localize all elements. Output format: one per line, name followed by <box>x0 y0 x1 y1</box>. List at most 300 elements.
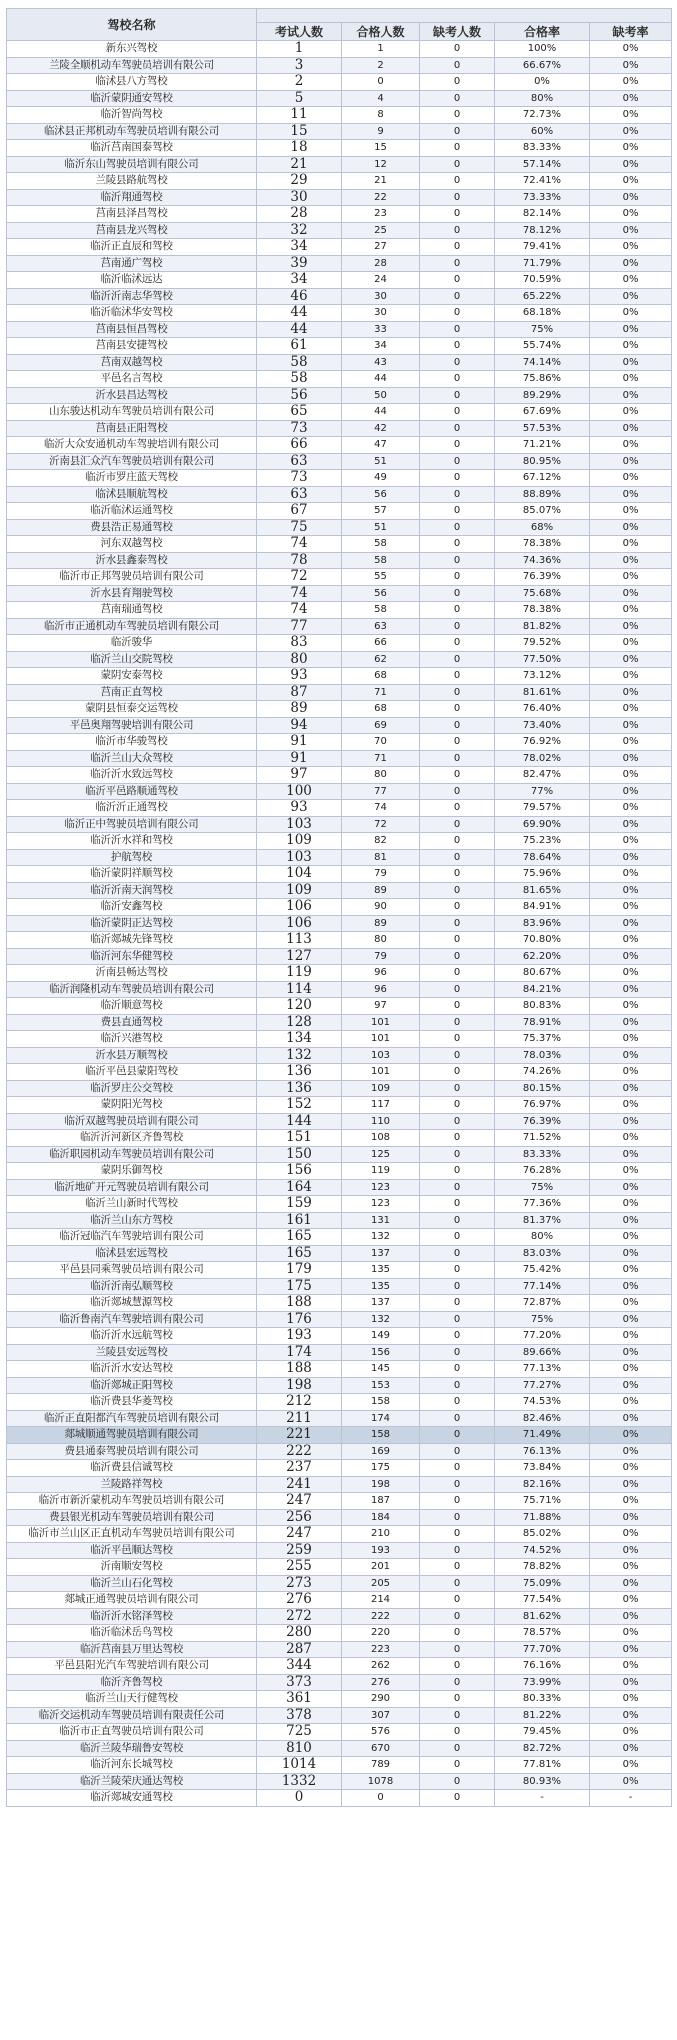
cell-pass-rate: 75% <box>495 1179 590 1196</box>
cell-absent-rate: 0% <box>590 1196 672 1213</box>
cell-absent-rate: 0% <box>590 255 672 272</box>
cell-pass-rate: 67.12% <box>495 470 590 487</box>
cell-passed: 135 <box>342 1262 420 1279</box>
cell-pass-rate: 78.03% <box>495 1047 590 1064</box>
cell-examinees: 3 <box>257 57 342 74</box>
cell-absent: 0 <box>420 750 495 767</box>
cell-absent: 0 <box>420 123 495 140</box>
cell-examinees: 87 <box>257 684 342 701</box>
cell-absent-rate: 0% <box>590 569 672 586</box>
cell-school-name: 蒙阴县恒泰交运驾校 <box>7 701 257 718</box>
table-row <box>7 1427 672 1444</box>
cell-pass-rate: 82.14% <box>495 206 590 223</box>
cell-school-name: 临沂沂水祥和驾校 <box>7 833 257 850</box>
cell-school-name: 沂水县昌达驾校 <box>7 387 257 404</box>
cell-examinees: 29 <box>257 173 342 190</box>
cell-absent-rate: 0% <box>590 1394 672 1411</box>
cell-school-name: 临沂交运机动车驾驶员培训有限责任公司 <box>7 1707 257 1724</box>
cell-absent-rate: 0% <box>590 1295 672 1312</box>
cell-absent-rate: 0% <box>590 1542 672 1559</box>
cell-absent-rate: 0% <box>590 965 672 982</box>
cell-pass-rate: 80.67% <box>495 965 590 982</box>
cell-school-name: 郯城正通驾驶员培训有限公司 <box>7 1592 257 1609</box>
cell-passed: 789 <box>342 1757 420 1774</box>
cell-absent: 0 <box>420 1674 495 1691</box>
cell-examinees: 725 <box>257 1724 342 1741</box>
cell-school-name: 临沂蒙阴祥顺驾校 <box>7 866 257 883</box>
cell-school-name: 莒南县泽昌驾校 <box>7 206 257 223</box>
cell-absent: 0 <box>420 371 495 388</box>
cell-school-name: 临沂兰山大众驾校 <box>7 750 257 767</box>
cell-school-name: 临沂临沭远达 <box>7 272 257 289</box>
cell-pass-rate: 74.53% <box>495 1394 590 1411</box>
table-row <box>7 767 672 784</box>
table-row <box>7 305 672 322</box>
cell-examinees: 103 <box>257 849 342 866</box>
cell-pass-rate: 81.82% <box>495 618 590 635</box>
cell-absent: 0 <box>420 1229 495 1246</box>
cell-absent: 0 <box>420 1080 495 1097</box>
cell-examinees: 373 <box>257 1674 342 1691</box>
cell-passed: 96 <box>342 981 420 998</box>
table-row <box>7 1097 672 1114</box>
table-row <box>7 1691 672 1708</box>
cell-examinees: 128 <box>257 1014 342 1031</box>
cell-absent: 0 <box>420 1691 495 1708</box>
cell-absent-rate: 0% <box>590 1509 672 1526</box>
table-row <box>7 1526 672 1543</box>
cell-school-name: 蒙阴安泰驾校 <box>7 668 257 685</box>
cell-passed: 97 <box>342 998 420 1015</box>
cell-school-name: 临沂市罗庄蓝天驾校 <box>7 470 257 487</box>
cell-absent-rate: 0% <box>590 519 672 536</box>
cell-examinees: 91 <box>257 750 342 767</box>
table-row <box>7 750 672 767</box>
cell-absent: 0 <box>420 354 495 371</box>
cell-absent: 0 <box>420 321 495 338</box>
cell-school-name: 临沂正直辰和驾校 <box>7 239 257 256</box>
cell-absent: 0 <box>420 1658 495 1675</box>
cell-school-name: 临沂平邑路顺通驾校 <box>7 783 257 800</box>
cell-passed: 109 <box>342 1080 420 1097</box>
cell-absent-rate: 0% <box>590 305 672 322</box>
table-row <box>7 1014 672 1031</box>
table-row <box>7 1493 672 1510</box>
cell-pass-rate: 66.67% <box>495 57 590 74</box>
table-row <box>7 1509 672 1526</box>
table-row <box>7 1707 672 1724</box>
cell-absent: 0 <box>420 1493 495 1510</box>
table-row <box>7 1196 672 1213</box>
cell-passed: 80 <box>342 932 420 949</box>
cell-examinees: 287 <box>257 1641 342 1658</box>
cell-absent-rate: 0% <box>590 288 672 305</box>
table-row <box>7 404 672 421</box>
cell-school-name: 临沂市新沂蒙机动车驾驶员培训有限公司 <box>7 1493 257 1510</box>
cell-examinees: 15 <box>257 123 342 140</box>
cell-school-name: 临沂蒙阴正达驾校 <box>7 915 257 932</box>
cell-school-name: 临沂郯城慧源驾校 <box>7 1295 257 1312</box>
cell-school-name: 临沂费县华菱驾校 <box>7 1394 257 1411</box>
cell-absent-rate: 0% <box>590 387 672 404</box>
table-row <box>7 800 672 817</box>
cell-absent-rate: 0% <box>590 899 672 916</box>
cell-absent: 0 <box>420 1097 495 1114</box>
cell-pass-rate: 75.86% <box>495 371 590 388</box>
cell-passed: 96 <box>342 965 420 982</box>
cell-absent-rate: 0% <box>590 1410 672 1427</box>
cell-school-name: 临沂平邑顺达驾校 <box>7 1542 257 1559</box>
cell-school-name: 费县浩正易通驾校 <box>7 519 257 536</box>
table-row <box>7 74 672 91</box>
cell-absent-rate: 0% <box>590 1064 672 1081</box>
cell-school-name: 临沂郯城正阳驾校 <box>7 1377 257 1394</box>
cell-pass-rate: 74.36% <box>495 552 590 569</box>
cell-school-name: 费县通泰驾驶员培训有限公司 <box>7 1443 257 1460</box>
cell-passed: 30 <box>342 288 420 305</box>
cell-school-name: 临沂沂水远航驾校 <box>7 1328 257 1345</box>
cell-examinees: 103 <box>257 816 342 833</box>
cell-pass-rate: 83.03% <box>495 1245 590 1262</box>
cell-passed: 153 <box>342 1377 420 1394</box>
table-row <box>7 1229 672 1246</box>
cell-school-name: 临沂兰山新时代驾校 <box>7 1196 257 1213</box>
cell-passed: 8 <box>342 107 420 124</box>
cell-passed: 222 <box>342 1608 420 1625</box>
table-row <box>7 189 672 206</box>
cell-absent-rate: 0% <box>590 734 672 751</box>
cell-school-name: 兰陵全顺机动车驾驶员培训有限公司 <box>7 57 257 74</box>
cell-school-name: 莒南正直驾校 <box>7 684 257 701</box>
cell-school-name: 平邑名言驾校 <box>7 371 257 388</box>
cell-passed: 44 <box>342 404 420 421</box>
cell-absent: 0 <box>420 1559 495 1576</box>
cell-pass-rate: 78.02% <box>495 750 590 767</box>
cell-examinees: 78 <box>257 552 342 569</box>
cell-examinees: 2 <box>257 74 342 91</box>
cell-pass-rate: 55.74% <box>495 338 590 355</box>
cell-absent: 0 <box>420 1625 495 1642</box>
table-row <box>7 90 672 107</box>
cell-absent: 0 <box>420 1773 495 1790</box>
cell-absent-rate: 0% <box>590 1443 672 1460</box>
cell-absent-rate: 0% <box>590 107 672 124</box>
cell-passed: 25 <box>342 222 420 239</box>
cell-passed: 220 <box>342 1625 420 1642</box>
cell-passed: 0 <box>342 74 420 91</box>
cell-passed: 201 <box>342 1559 420 1576</box>
cell-passed: 307 <box>342 1707 420 1724</box>
cell-absent-rate: 0% <box>590 140 672 157</box>
table-row <box>7 156 672 173</box>
cell-passed: 131 <box>342 1212 420 1229</box>
cell-school-name: 莒南双越驾校 <box>7 354 257 371</box>
cell-pass-rate: 83.96% <box>495 915 590 932</box>
cell-pass-rate: 77.13% <box>495 1361 590 1378</box>
cell-absent: 0 <box>420 1014 495 1031</box>
cell-passed: 262 <box>342 1658 420 1675</box>
table-row <box>7 1394 672 1411</box>
cell-absent: 0 <box>420 932 495 949</box>
cell-passed: 27 <box>342 239 420 256</box>
header-school-name: 驾校名称 <box>7 9 257 41</box>
cell-examinees: 241 <box>257 1476 342 1493</box>
cell-examinees: 211 <box>257 1410 342 1427</box>
cell-passed: 21 <box>342 173 420 190</box>
cell-absent-rate: 0% <box>590 668 672 685</box>
cell-absent: 0 <box>420 651 495 668</box>
cell-pass-rate: 60% <box>495 123 590 140</box>
cell-passed: 0 <box>342 1790 420 1807</box>
cell-pass-rate: 71.88% <box>495 1509 590 1526</box>
cell-passed: 30 <box>342 305 420 322</box>
cell-pass-rate: 77.81% <box>495 1757 590 1774</box>
cell-examinees: 144 <box>257 1113 342 1130</box>
cell-absent-rate: 0% <box>590 800 672 817</box>
cell-pass-rate: 75.37% <box>495 1031 590 1048</box>
cell-absent: 0 <box>420 255 495 272</box>
cell-examinees: 1 <box>257 41 342 58</box>
cell-absent-rate: 0% <box>590 503 672 520</box>
table-row <box>7 239 672 256</box>
cell-absent: 0 <box>420 1460 495 1477</box>
cell-absent-rate: 0% <box>590 717 672 734</box>
cell-pass-rate: 82.16% <box>495 1476 590 1493</box>
cell-passed: 22 <box>342 189 420 206</box>
cell-school-name: 沂南县畅达驾校 <box>7 965 257 982</box>
cell-examinees: 151 <box>257 1130 342 1147</box>
cell-absent: 0 <box>420 173 495 190</box>
cell-pass-rate: 80.33% <box>495 1691 590 1708</box>
cell-examinees: 44 <box>257 305 342 322</box>
table-row <box>7 321 672 338</box>
cell-examinees: 361 <box>257 1691 342 1708</box>
cell-passed: 175 <box>342 1460 420 1477</box>
cell-absent-rate: 0% <box>590 1097 672 1114</box>
cell-school-name: 莒南县恒昌驾校 <box>7 321 257 338</box>
cell-absent-rate: 0% <box>590 74 672 91</box>
cell-school-name: 莒南县龙兴驾校 <box>7 222 257 239</box>
cell-passed: 156 <box>342 1344 420 1361</box>
header-spacer <box>257 9 672 23</box>
cell-absent: 0 <box>420 602 495 619</box>
cell-absent-rate: 0% <box>590 552 672 569</box>
cell-pass-rate: 73.84% <box>495 1460 590 1477</box>
cell-absent-rate: 0% <box>590 1146 672 1163</box>
table-row <box>7 701 672 718</box>
cell-absent-rate: 0% <box>590 239 672 256</box>
cell-absent: 0 <box>420 948 495 965</box>
cell-absent-rate: 0% <box>590 1559 672 1576</box>
cell-pass-rate: 78.91% <box>495 1014 590 1031</box>
cell-absent-rate: 0% <box>590 1641 672 1658</box>
cell-pass-rate: 85.07% <box>495 503 590 520</box>
header-pass-rate: 合格率 <box>495 23 590 41</box>
cell-absent: 0 <box>420 1526 495 1543</box>
cell-pass-rate: 79.52% <box>495 635 590 652</box>
cell-school-name: 临沂沂河新区齐鲁驾校 <box>7 1130 257 1147</box>
header-passed: 合格人数 <box>342 23 420 41</box>
cell-passed: 149 <box>342 1328 420 1345</box>
cell-absent-rate: 0% <box>590 437 672 454</box>
cell-examinees: 378 <box>257 1707 342 1724</box>
cell-examinees: 247 <box>257 1526 342 1543</box>
cell-absent: 0 <box>420 420 495 437</box>
table-row <box>7 1443 672 1460</box>
cell-examinees: 159 <box>257 1196 342 1213</box>
table-row <box>7 585 672 602</box>
cell-examinees: 259 <box>257 1542 342 1559</box>
cell-school-name: 费县直通驾校 <box>7 1014 257 1031</box>
table-row <box>7 1559 672 1576</box>
cell-school-name: 平邑县同乘驾驶员培训有限公司 <box>7 1262 257 1279</box>
cell-school-name: 临沂沂南天润驾校 <box>7 882 257 899</box>
table-row <box>7 998 672 1015</box>
cell-passed: 15 <box>342 140 420 157</box>
cell-absent: 0 <box>420 387 495 404</box>
cell-examinees: 174 <box>257 1344 342 1361</box>
cell-passed: 4 <box>342 90 420 107</box>
table-row <box>7 57 672 74</box>
cell-pass-rate: 73.99% <box>495 1674 590 1691</box>
cell-passed: 193 <box>342 1542 420 1559</box>
cell-absent-rate: 0% <box>590 1740 672 1757</box>
cell-school-name: 蒙阴乐御驾校 <box>7 1163 257 1180</box>
cell-absent: 0 <box>420 701 495 718</box>
cell-absent-rate: 0% <box>590 1526 672 1543</box>
cell-absent: 0 <box>420 57 495 74</box>
cell-pass-rate: 81.22% <box>495 1707 590 1724</box>
cell-absent: 0 <box>420 453 495 470</box>
cell-examinees: 58 <box>257 354 342 371</box>
cell-absent: 0 <box>420 1262 495 1279</box>
cell-examinees: 237 <box>257 1460 342 1477</box>
cell-absent: 0 <box>420 1740 495 1757</box>
cell-absent: 0 <box>420 1641 495 1658</box>
table-row <box>7 833 672 850</box>
cell-examinees: 74 <box>257 602 342 619</box>
cell-examinees: 150 <box>257 1146 342 1163</box>
cell-passed: 23 <box>342 206 420 223</box>
cell-absent-rate: 0% <box>590 420 672 437</box>
cell-passed: 42 <box>342 420 420 437</box>
cell-school-name: 临沂郯城安通驾校 <box>7 1790 257 1807</box>
cell-absent-rate: 0% <box>590 338 672 355</box>
cell-absent: 0 <box>420 140 495 157</box>
cell-absent-rate: 0% <box>590 1575 672 1592</box>
cell-school-name: 临沭县正邦机动车驾驶员培训有限公司 <box>7 123 257 140</box>
cell-examinees: 97 <box>257 767 342 784</box>
cell-passed: 670 <box>342 1740 420 1757</box>
table-row <box>7 717 672 734</box>
cell-pass-rate: 83.33% <box>495 140 590 157</box>
cell-pass-rate: 81.65% <box>495 882 590 899</box>
cell-passed: 68 <box>342 701 420 718</box>
cell-examinees: 119 <box>257 965 342 982</box>
cell-passed: 103 <box>342 1047 420 1064</box>
table-row <box>7 1361 672 1378</box>
table-body <box>7 41 672 1807</box>
cell-absent: 0 <box>420 1790 495 1807</box>
cell-absent: 0 <box>420 552 495 569</box>
cell-passed: 276 <box>342 1674 420 1691</box>
cell-passed: 70 <box>342 734 420 751</box>
cell-absent: 0 <box>420 1344 495 1361</box>
cell-absent-rate: 0% <box>590 701 672 718</box>
cell-passed: 198 <box>342 1476 420 1493</box>
cell-absent: 0 <box>420 866 495 883</box>
cell-passed: 80 <box>342 767 420 784</box>
cell-school-name: 临沂兰山东方驾校 <box>7 1212 257 1229</box>
cell-absent: 0 <box>420 1146 495 1163</box>
cell-school-name: 临沭县宏远驾校 <box>7 1245 257 1262</box>
table-row <box>7 1146 672 1163</box>
table-row <box>7 288 672 305</box>
table-row <box>7 1740 672 1757</box>
cell-examinees: 30 <box>257 189 342 206</box>
cell-examinees: 61 <box>257 338 342 355</box>
table-row <box>7 1773 672 1790</box>
cell-passed: 63 <box>342 618 420 635</box>
cell-pass-rate: 84.91% <box>495 899 590 916</box>
cell-school-name: 临沂市正直驾驶员培训有限公司 <box>7 1724 257 1741</box>
table-row <box>7 1790 672 1807</box>
cell-pass-rate: 65.22% <box>495 288 590 305</box>
cell-pass-rate: 69.90% <box>495 816 590 833</box>
table-row <box>7 866 672 883</box>
cell-school-name: 临沂临沭华安驾校 <box>7 305 257 322</box>
cell-absent: 0 <box>420 981 495 998</box>
cell-pass-rate: 85.02% <box>495 1526 590 1543</box>
cell-passed: 74 <box>342 800 420 817</box>
cell-passed: 12 <box>342 156 420 173</box>
cell-absent-rate: 0% <box>590 783 672 800</box>
cell-pass-rate: 71.49% <box>495 1427 590 1444</box>
cell-pass-rate: 76.13% <box>495 1443 590 1460</box>
cell-absent: 0 <box>420 503 495 520</box>
cell-absent-rate: - <box>590 1790 672 1807</box>
cell-examinees: 21 <box>257 156 342 173</box>
cell-pass-rate: 76.16% <box>495 1658 590 1675</box>
cell-pass-rate: 81.61% <box>495 684 590 701</box>
cell-passed: 62 <box>342 651 420 668</box>
cell-school-name: 莒南县安捷驾校 <box>7 338 257 355</box>
cell-examinees: 91 <box>257 734 342 751</box>
cell-school-name: 临沂市兰山区正直机动车驾驶员培训有限公司 <box>7 1526 257 1543</box>
cell-absent-rate: 0% <box>590 1245 672 1262</box>
cell-pass-rate: 77% <box>495 783 590 800</box>
cell-passed: 58 <box>342 552 420 569</box>
table-row <box>7 1311 672 1328</box>
cell-absent: 0 <box>420 1410 495 1427</box>
cell-absent: 0 <box>420 536 495 553</box>
cell-absent: 0 <box>420 1047 495 1064</box>
cell-school-name: 临沂大众安通机动车驾驶培训有限公司 <box>7 437 257 454</box>
cell-pass-rate: 88.89% <box>495 486 590 503</box>
cell-absent: 0 <box>420 899 495 916</box>
table-row <box>7 1130 672 1147</box>
cell-school-name: 临沭县八方驾校 <box>7 74 257 91</box>
cell-examinees: 73 <box>257 470 342 487</box>
cell-school-name: 沂水县鑫泰驾校 <box>7 552 257 569</box>
table-row <box>7 1724 672 1741</box>
cell-absent: 0 <box>420 1394 495 1411</box>
cell-absent: 0 <box>420 1031 495 1048</box>
cell-pass-rate: 79.57% <box>495 800 590 817</box>
cell-passed: 28 <box>342 255 420 272</box>
cell-school-name: 临沂正中驾驶员培训有限公司 <box>7 816 257 833</box>
table-row <box>7 569 672 586</box>
